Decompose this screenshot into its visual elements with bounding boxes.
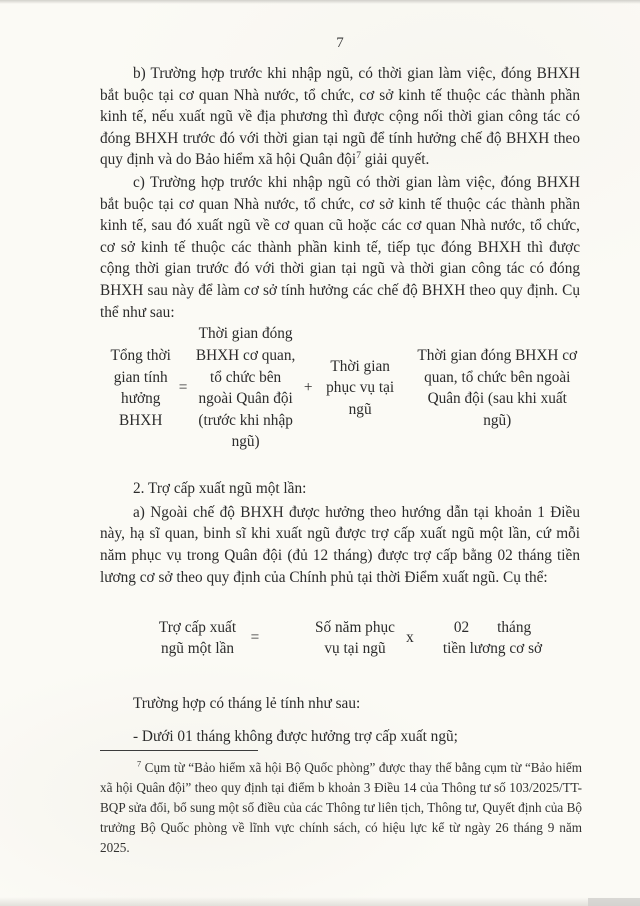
formula1-term-post-service: Thời gian đóng BHXH cơ quan, tổ chức bên ngoài Quân đội (sau khi xuất ngũ) — [417, 346, 578, 429]
formula2-term-amount — [435, 617, 550, 660]
page-content — [100, 0, 580, 747]
paragraph-b-text-after-ref: giải quyết. — [360, 151, 430, 169]
section-2-heading: 2. Trợ cấp xuất ngũ một lần: — [133, 480, 307, 498]
odd-months-intro: Trường hợp có tháng lẻ tính như sau: — [133, 695, 361, 713]
equals-sign: = — [250, 629, 260, 647]
multiply-sign: x — [406, 629, 414, 647]
scan-bottom-edge — [0, 897, 640, 906]
formula2-amount-number: 02 — [453, 618, 470, 636]
plus-sign: + — [303, 379, 313, 397]
paragraph-a: a) Ngoài chế độ BHXH được hưởng theo hướng dẫn tại khoản 1 Điều này, hạ sĩ quan, binh sĩ khi xuất ngũ được trợ cấp xuất ngũ một lần, cứ mỗi năm phục vụ trong Quân đội (đủ 12 tháng) được trợ cấp bằng 02 tháng tiền lương cơ sở theo quy định của Chính phủ tại thời Điểm xuất ngũ. Cụ thể: — [100, 503, 580, 586]
footnote-separator — [100, 750, 258, 751]
formula-discharge-allowance — [100, 605, 580, 671]
footnote-text: Cụm từ “Bảo hiểm xã hội Bộ Quốc phòng” được thay thế bằng cụm từ “Bảo hiểm xã hội Quân đội” theo quy định tại điểm b khoản 3 Điều 14 của Thông tư số 103/2025/TT-BQP sửa đổi, bổ sung một số điều của các Thông tư liên tịch, Thông tư, Quyết định của Bộ trưởng Bộ Quốc phòng về lĩnh vực chính sách, có hiệu lực kể từ ngày 26 tháng 9 năm 2025. — [100, 760, 582, 855]
formula1-term-service: Thời gian phục vụ tại ngũ — [326, 357, 395, 418]
formula2-amount-unit: tháng — [497, 618, 532, 636]
paragraph-b — [100, 63, 580, 171]
formula-total-bhxh-time — [100, 323, 580, 453]
scan-corner-smudge — [588, 898, 640, 906]
formula1-lhs: Tổng thời gian tính hưởng BHXH — [110, 346, 171, 429]
page-number: 7 — [336, 35, 344, 51]
footnote-7 — [100, 758, 582, 858]
formula1-term-pre-service: Thời gian đóng BHXH cơ quan, tổ chức bên ngoài Quân đội (trước khi nhập ngũ) — [195, 325, 296, 451]
footnote-marker: 7 — [137, 759, 142, 769]
equals-sign: = — [178, 379, 188, 397]
paragraph-b-text: b) Trường hợp trước khi nhập ngũ, có thời gian làm việc, đóng BHXH bắt buộc tại cơ quan Nhà nước, tổ chức, cơ sở kinh tế thuộc các thành phần kinh tế, nếu xuất ngũ về địa phương thì được cộng nối thời gian công tác có đóng BHXH trước đó với thời gian tại ngũ để tính hưởng chế độ BHXH theo quy định và do Bảo hiểm xã hội Quân đội — [100, 65, 580, 169]
paragraph-c: c) Trường hợp trước khi nhập ngũ có thời gian làm việc, đóng BHXH bắt buộc tại cơ quan Nhà nước, tổ chức, cơ sở kinh tế thuộc các thành phần kinh tế, sau đó xuất ngũ về cơ quan cũ hoặc các cơ quan Nhà nước, tổ chức, cơ sở kinh tế thuộc các thành phần kinh tế, tiếp tục đóng BHXH thì được cộng thời gian trước đó với thời gian tại ngũ và thời gian công tác có đóng BHXH sau này để làm cơ sở tính hưởng các chế độ BHXH theo quy định. Cụ thể như sau: — [100, 173, 580, 321]
footnote-ref-7: 7 — [356, 151, 361, 162]
odd-months-item: - Dưới 01 tháng không được hưởng trợ cấp xuất ngũ; — [133, 727, 458, 745]
formula2-lhs: Trợ cấp xuất ngũ một lần — [158, 618, 237, 658]
formula2-term-years: Số năm phục vụ tại ngũ — [315, 618, 395, 658]
formula2-amount-line1 — [435, 617, 550, 639]
formula2-amount-line2: tiền lương cơ sở — [442, 640, 543, 658]
footnote-block — [100, 750, 582, 858]
